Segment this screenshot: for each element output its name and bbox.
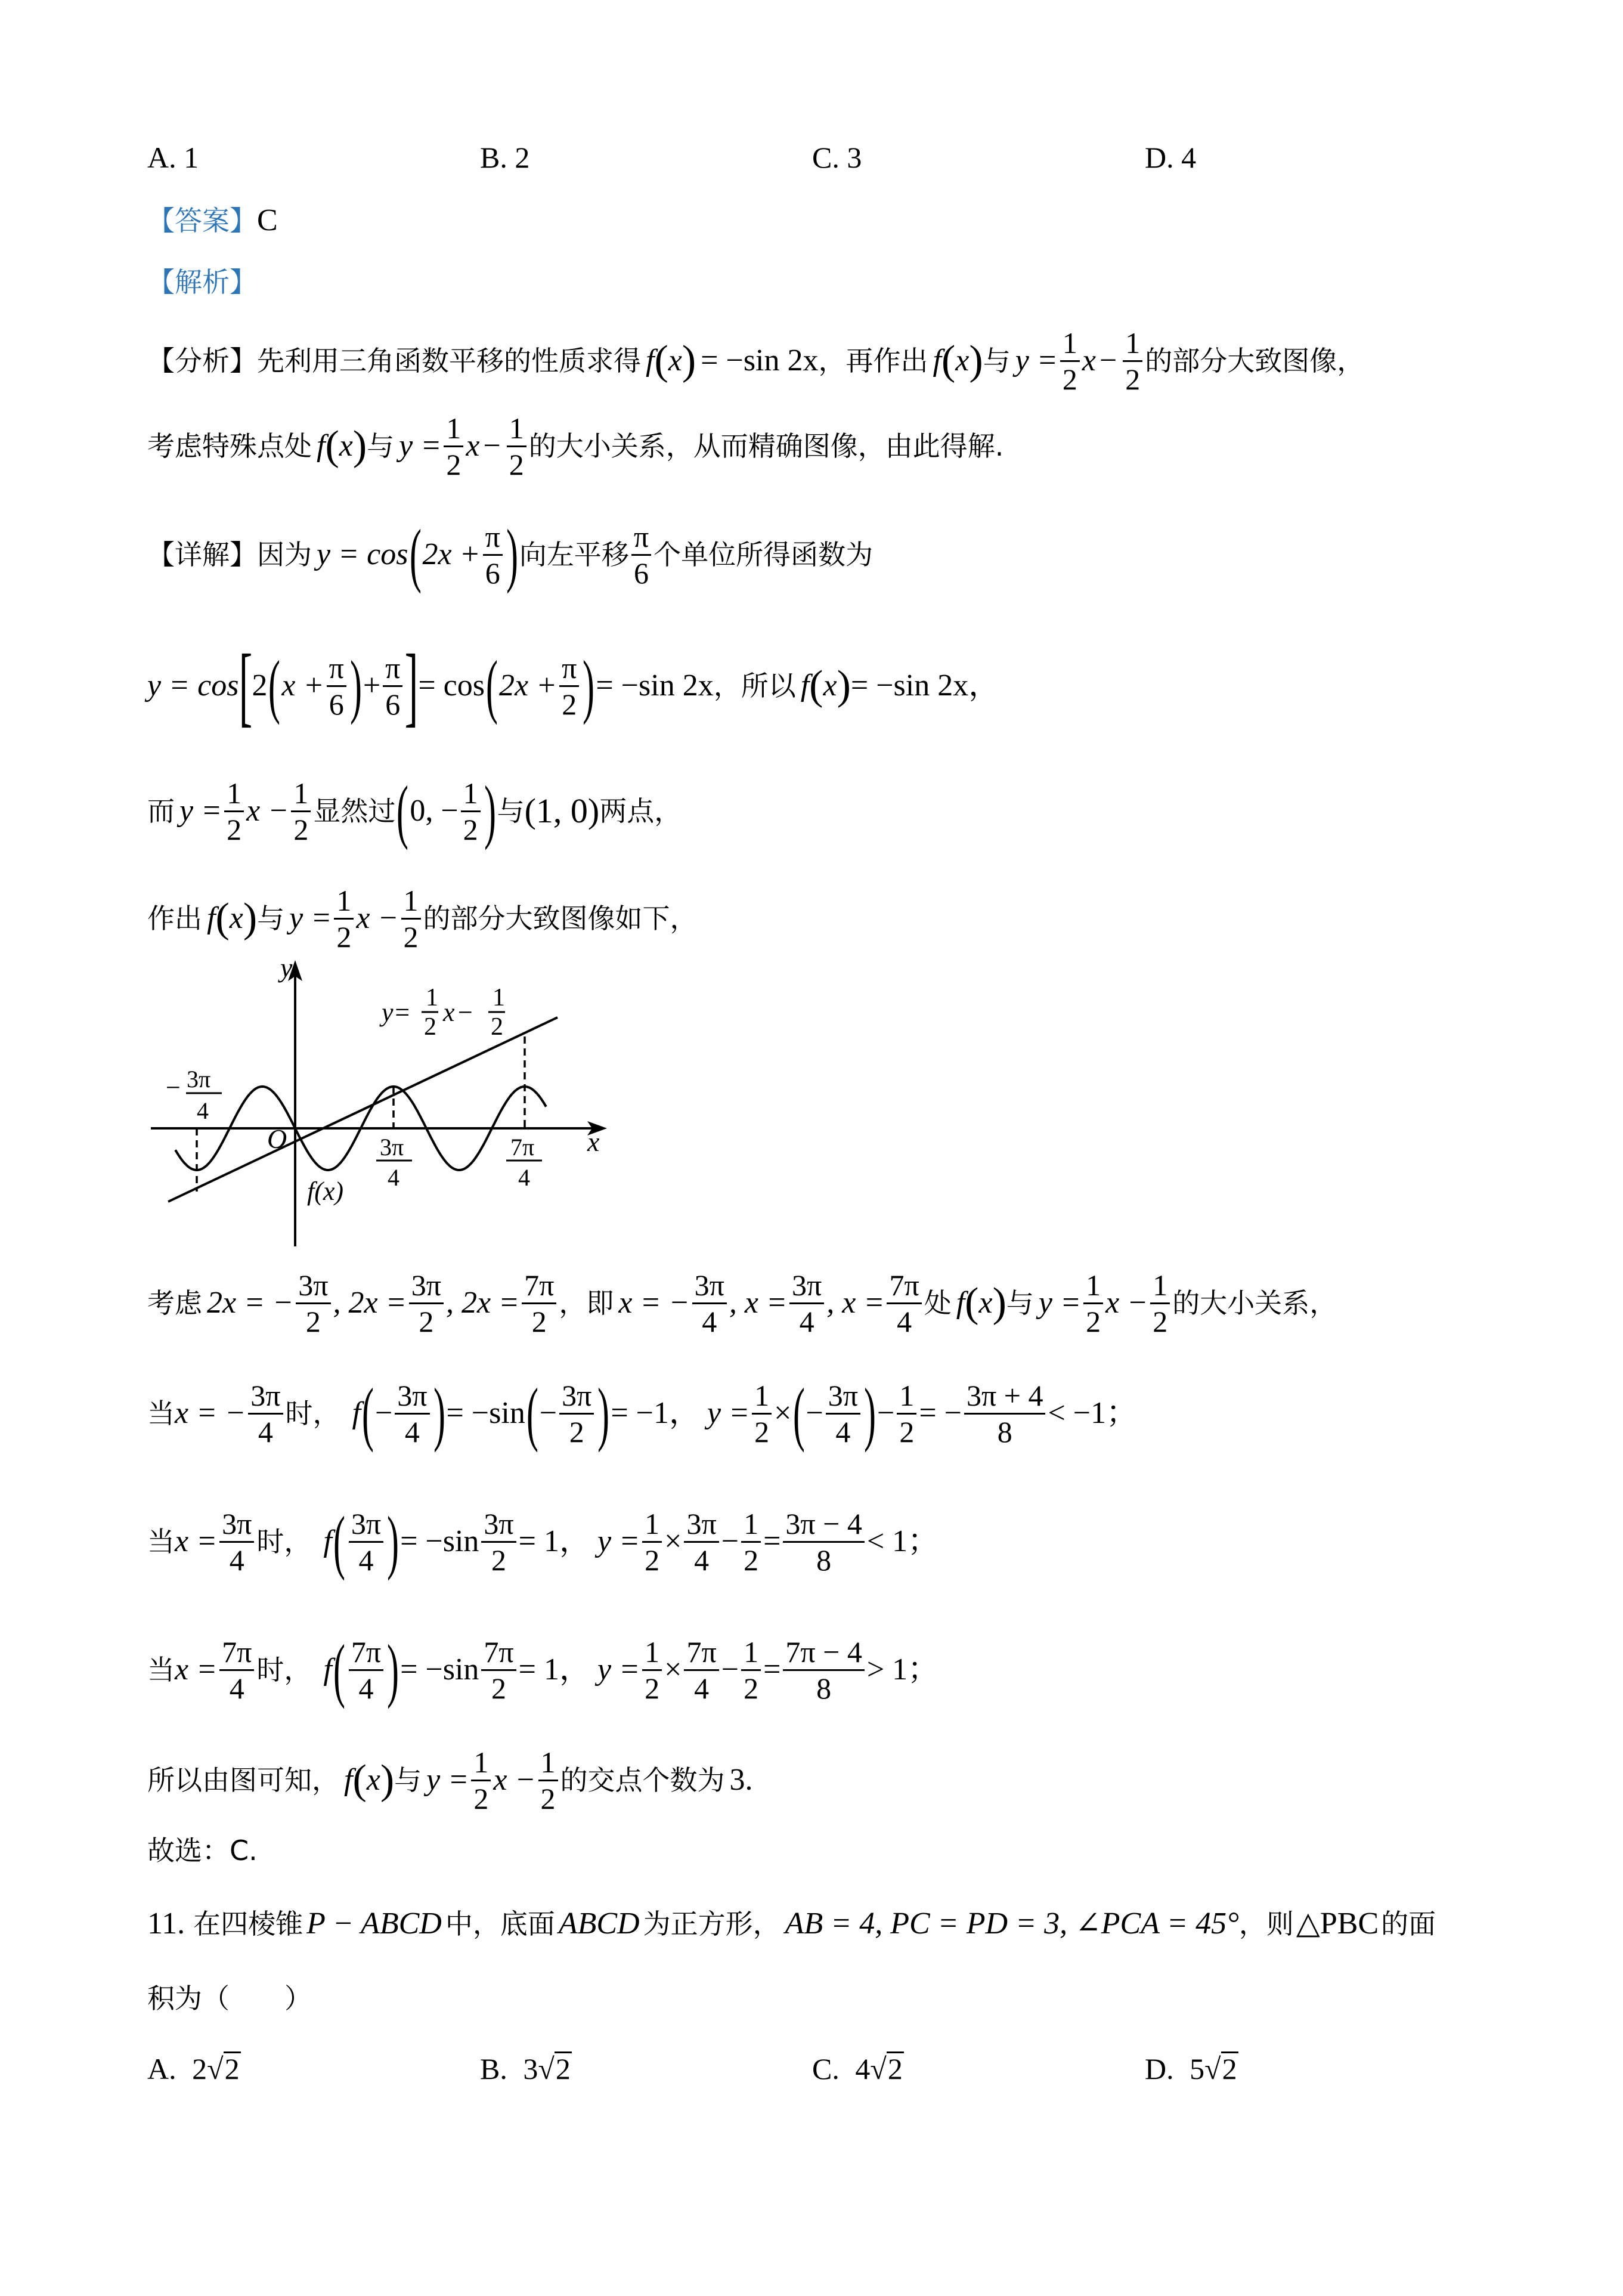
fraction: $\frac{3\pi}{2}$ [559, 1381, 594, 1447]
math-neg-sin2x: = −sin 2x， [850, 669, 1000, 703]
line-label-x: x [443, 998, 455, 1027]
analysis-header [147, 268, 257, 296]
paren-open: ( [792, 1373, 805, 1453]
paren-open: ( [809, 663, 823, 708]
tick-neg-4: 4 [197, 1097, 209, 1124]
math-y-eq: y = [1038, 1286, 1082, 1320]
paren-close: ) [387, 1630, 399, 1709]
fraction: $\frac{3\pi}{2}$ [409, 1270, 444, 1336]
fraction-half: $\frac{1}{2}$ [538, 1747, 558, 1814]
math: , 2x = [333, 1286, 407, 1320]
fraction-half: $\frac{1}{2}$ [507, 413, 526, 479]
math: − [721, 1524, 739, 1558]
fraction: $\frac{1}{2}$ [741, 1509, 761, 1575]
paren-open: ( [485, 646, 498, 725]
math: △PBC [1296, 1907, 1379, 1941]
math: AB = 4, PC = PD = 3, ∠PCA = 45° [785, 1907, 1239, 1941]
analysis-tag: 【解析】 [147, 266, 257, 298]
math: = 1， [518, 1653, 590, 1687]
math-f: f [207, 901, 216, 935]
fraction: $\frac{1}{2}$ [642, 1637, 662, 1703]
text: 而 [147, 795, 175, 827]
option-c: C. 3 [812, 141, 862, 174]
paren-close: ) [864, 1373, 876, 1453]
tick-3pi-4: 4 [388, 1164, 399, 1191]
option-letter: B. [480, 2052, 507, 2085]
fraction: $\frac{3\pi + 4}{8}$ [964, 1381, 1045, 1447]
math: , x = [729, 1286, 788, 1320]
option-radicand: 2 [555, 2052, 571, 2085]
math: = − [919, 1396, 962, 1430]
paren-close: ) [583, 646, 595, 725]
math-y-eq: y = [399, 429, 442, 463]
text: 与 [1006, 1287, 1034, 1319]
paren-open: ( [333, 1630, 345, 1709]
question-text: ，则 [1238, 1908, 1294, 1940]
text: 与 [394, 1764, 422, 1796]
fenxi-text: 与 [983, 345, 1011, 377]
option-letter: D. [1145, 2052, 1174, 2085]
question-text: 在四棱锥 [193, 1908, 303, 1940]
math-x-minus: x − [356, 901, 399, 935]
fraction-half: $\frac{1}{2}$ [1150, 1270, 1170, 1336]
fraction: $\frac{3\pi}{4}$ [395, 1381, 429, 1447]
paren-open: ( [409, 515, 422, 594]
math: = 1， [518, 1524, 590, 1558]
paren-close: ) [837, 663, 851, 708]
paren-close: ) [992, 1280, 1006, 1326]
text: 显然过 [313, 795, 396, 827]
math: P − ABCD [306, 1907, 442, 1941]
fraction: $\frac{3\pi}{4}$ [248, 1381, 283, 1447]
fenxi-text: 的大小关系，从而精确图像，由此得解. [528, 430, 1004, 462]
line-label-minus: − [458, 998, 473, 1027]
fraction: $\frac{7\pi}{4}$ [349, 1637, 383, 1703]
fraction-half: $\frac{1}{2}$ [1123, 328, 1142, 394]
fraction-half: $\frac{1}{2}$ [334, 886, 354, 952]
math-f: f [933, 344, 941, 377]
fraction-pi-2: $\frac{\pi}{2}$ [559, 653, 579, 719]
text: 时， [256, 1654, 312, 1686]
math-y-eq-cos: y = cos [317, 537, 408, 571]
math-plus: + [363, 669, 381, 703]
fraction: $\frac{3\pi}{4}$ [684, 1509, 718, 1575]
math-y-eq: y = [179, 794, 222, 828]
fraction: $\frac{1}{2}$ [897, 1381, 916, 1447]
intersection-count: 3 [729, 1763, 745, 1797]
text: 时， [285, 1397, 340, 1429]
option-coef: 4 [855, 2052, 871, 2085]
line-label-num: 1 [426, 984, 438, 1011]
math: − [721, 1653, 739, 1687]
option-letter: A. [147, 2052, 176, 2085]
fraction: $\frac{3\pi}{4}$ [219, 1509, 254, 1575]
question-11-line-1 [147, 1908, 1436, 1939]
math-f: f [646, 344, 655, 377]
fraction-half: $\frac{1}{2}$ [461, 778, 481, 844]
math: − [806, 1396, 823, 1430]
fenxi-text: 考虑特殊点处 [147, 430, 312, 462]
fraction: $\frac{7\pi}{2}$ [481, 1637, 516, 1703]
math: − [539, 1396, 557, 1430]
option-a: A. 1 [147, 141, 199, 174]
text: 时， [256, 1525, 312, 1558]
option-radicand: 2 [1222, 2052, 1237, 2085]
xiangjie-text: 向左平移 [519, 539, 629, 571]
text: 当 [147, 1525, 175, 1558]
math-neg-sin2x: = −sin 2x [596, 669, 714, 703]
math: x − [1105, 1286, 1148, 1320]
fenxi-text: 先利用三角函数平移的性质求得 [257, 345, 641, 377]
q11-option-b [480, 2051, 572, 2086]
sqrt-icon: √ [207, 2052, 224, 2085]
paren-close: ) [380, 1757, 395, 1803]
choice-text: 故选：C. [147, 1834, 258, 1867]
paren-open: ( [352, 1757, 367, 1803]
math-x-minus: x − [246, 794, 289, 828]
math-point: (1, 0) [524, 791, 600, 830]
option-coef: 5 [1190, 2052, 1205, 2085]
fraction: $\frac{3\pi}{4}$ [826, 1381, 860, 1447]
math: × [774, 1396, 792, 1430]
math-y-eq: y = [426, 1763, 469, 1797]
paren-open: ( [526, 1373, 538, 1453]
fraction-pi-6: $\frac{\pi}{6}$ [383, 653, 402, 719]
math: × [664, 1653, 682, 1687]
text: 当 [147, 1397, 175, 1429]
fraction: $\frac{7\pi}{4}$ [887, 1270, 921, 1336]
question-text: 的面 [1381, 1908, 1436, 1940]
option-radicand: 2 [224, 2052, 240, 2085]
linear-line [168, 1017, 557, 1202]
math: = [763, 1653, 781, 1687]
option-b: B. 2 [480, 141, 530, 174]
fraction-pi-6: $\frac{\pi}{6}$ [631, 522, 651, 588]
text: 的大小关系， [1172, 1287, 1337, 1319]
paren-open: ( [215, 895, 230, 941]
text: 所以由图可知， [147, 1764, 339, 1796]
question-text: 积为（ ） [147, 1982, 312, 2015]
math-f: f [352, 1396, 361, 1430]
option-coef: 3 [523, 2052, 538, 2085]
math-y-eq-cos: y = cos [147, 669, 239, 703]
fraction: $\frac{7\pi}{4}$ [219, 1637, 254, 1703]
text: 作出 [147, 902, 202, 935]
option-coef: 2 [192, 2052, 207, 2085]
math: × [664, 1524, 682, 1558]
fraction-half: $\frac{1}{2}$ [224, 778, 244, 844]
math: = [763, 1524, 781, 1558]
math: , x = [826, 1286, 885, 1320]
choice-line [147, 1834, 258, 1867]
tick-7pi: 7π [510, 1134, 535, 1161]
math: ABCD [558, 1907, 640, 1941]
paren-open: ( [965, 1280, 979, 1326]
math: > 1； [866, 1653, 939, 1687]
question-text: 中，底面 [445, 1908, 555, 1940]
fraction-pi-6: $\frac{\pi}{6}$ [483, 522, 503, 588]
fraction: $\frac{3\pi}{2}$ [481, 1509, 516, 1575]
fraction: $\frac{3\pi}{4}$ [789, 1270, 824, 1336]
paren-close: ) [349, 646, 362, 725]
fraction: $\frac{1}{2}$ [741, 1637, 761, 1703]
math-2x-plus: 2x + [422, 537, 481, 571]
xiangjie-text: 个单位所得函数为 [653, 539, 874, 571]
line-label-den: 2 [491, 1013, 503, 1041]
option-d: D. 4 [1145, 141, 1197, 174]
math-f: f [323, 1653, 332, 1687]
paren-open: ( [325, 423, 339, 469]
math-f: f [317, 429, 326, 463]
line-label-num: 1 [493, 984, 505, 1011]
text: 的交点个数为 [560, 1764, 725, 1796]
fraction-half: $\frac{1}{2}$ [471, 1747, 491, 1814]
math: = −sin [446, 1396, 525, 1430]
fraction: $\frac{7\pi}{4}$ [684, 1637, 718, 1703]
xiangjie-line [147, 515, 874, 594]
answer-value: C [257, 203, 278, 237]
y-axis-label: y [280, 954, 293, 983]
derive-text: ，所以 [713, 670, 796, 702]
math: y = [597, 1524, 640, 1558]
text: 两点， [599, 795, 682, 827]
math-f: f [344, 1763, 353, 1797]
bracket-close: ] [405, 636, 419, 735]
paren-close: ) [433, 1373, 445, 1453]
case-3pi-4 [147, 1500, 939, 1583]
fraction-half: $\frac{1}{2}$ [401, 886, 421, 952]
tick-7pi-4: 4 [518, 1164, 530, 1191]
paren-open: ( [397, 771, 409, 850]
line-label-y: y= [382, 998, 411, 1027]
fraction: $\frac{7\pi - 4}{8}$ [783, 1637, 864, 1703]
option-letter: C. [812, 2052, 840, 2085]
math-2: 2 [252, 669, 268, 703]
math: , 2x = [445, 1286, 520, 1320]
fenxi-tag: 【分析】 [147, 345, 257, 377]
fraction: $\frac{7\pi}{2}$ [522, 1270, 556, 1336]
tick-neg-3pi: 3π [187, 1066, 211, 1093]
math: x − [493, 1763, 536, 1797]
math-x: x [229, 901, 243, 935]
text: 处 [924, 1287, 952, 1319]
bracket-open: [ [239, 636, 252, 735]
fx-label: f(x) [307, 1177, 344, 1206]
math: = −1， [611, 1396, 700, 1430]
case-7pi-4 [147, 1628, 939, 1712]
xiangjie-tag: 【详解】 [147, 539, 257, 571]
derivation-line [147, 636, 1000, 735]
math: 2x = − [207, 1286, 294, 1320]
math: y = [597, 1653, 640, 1687]
math-x: x [955, 344, 970, 377]
math: x = [175, 1524, 218, 1558]
answer-row [147, 205, 278, 236]
math-x: x [466, 429, 480, 463]
text: 与 [497, 795, 525, 827]
math-f: f [956, 1286, 965, 1320]
math-expr: = −sin 2x [701, 344, 819, 377]
x-axis-label: x [587, 1127, 600, 1157]
fenxi-text: 的部分大致图像， [1145, 345, 1365, 377]
paren-open: ( [361, 1373, 374, 1453]
math-f: f [323, 1524, 332, 1558]
paren-close: ) [682, 338, 696, 383]
option-radicand: 2 [887, 2052, 903, 2085]
fraction-pi-6: $\frac{\pi}{6}$ [327, 653, 346, 719]
function-graph [143, 954, 620, 1258]
text: 的部分大致图像如下， [423, 902, 698, 935]
fraction: $\frac{1}{2}$ [752, 1381, 772, 1447]
line-through-points [147, 772, 682, 850]
answer-tag: 【答案】 [147, 205, 257, 237]
fenxi-text: 与 [367, 430, 395, 462]
xiangjie-text: 因为 [257, 539, 312, 571]
origin-label: O [267, 1124, 287, 1154]
math-x: x [823, 669, 837, 703]
sqrt-icon: √ [1204, 2052, 1221, 2085]
text: 考虑 [147, 1287, 202, 1319]
math: x = − [618, 1286, 690, 1320]
text: 与 [257, 902, 285, 935]
sqrt-icon: √ [538, 2052, 555, 2085]
math-x: x [978, 1286, 993, 1320]
case-neg-3pi-4 [147, 1372, 1137, 1455]
paren-open: ( [268, 646, 281, 725]
math: < −1； [1048, 1396, 1138, 1430]
consider-line [147, 1267, 1337, 1339]
paren-close: ) [352, 423, 367, 469]
sqrt-icon: √ [870, 2052, 887, 2085]
paren-close: ) [387, 1502, 399, 1581]
math-f: f [800, 669, 810, 703]
math-y-eq: y = [1015, 344, 1058, 377]
paren-close: ) [484, 771, 496, 850]
math-eq-cos: = cos [418, 669, 485, 703]
question-text: 为正方形， [643, 1908, 780, 1940]
math: y = [707, 1396, 750, 1430]
math: x = [175, 1653, 218, 1687]
paren-open: ( [941, 338, 956, 383]
line-label-den: 2 [424, 1013, 436, 1041]
math: = −sin [400, 1524, 479, 1558]
tick-neg-sign: − [166, 1073, 181, 1102]
math: − [877, 1396, 895, 1430]
fraction: $\frac{3\pi}{2}$ [296, 1270, 330, 1336]
fraction: $\frac{3\pi}{4}$ [692, 1270, 727, 1336]
math-x: x [339, 429, 353, 463]
conclusion-line [147, 1744, 753, 1816]
paren-open: ( [654, 338, 668, 383]
math-zero-neg: 0, − [410, 794, 459, 828]
question-number: 11. [147, 1907, 185, 1941]
math-minus: − [1099, 344, 1117, 377]
fraction: $\frac{3\pi - 4}{8}$ [783, 1509, 864, 1575]
draw-line [147, 883, 698, 954]
q11-option-d [1145, 2051, 1238, 2086]
math-y-eq: y = [289, 901, 332, 935]
math-x-plus: x + [281, 669, 324, 703]
math: − [374, 1396, 393, 1430]
q11-option-a [147, 2051, 241, 2086]
period: . [745, 1763, 753, 1797]
math-minus: − [483, 429, 501, 463]
fenxi-line-2 [147, 410, 1003, 482]
math-2x-plus: 2x + [498, 669, 557, 703]
text: ，即 [559, 1287, 614, 1319]
question-11-line-2 [147, 1982, 312, 2015]
math-x: x [668, 344, 682, 377]
math-x: x [366, 1763, 380, 1797]
math: < 1； [866, 1524, 939, 1558]
math: = −sin [400, 1653, 479, 1687]
paren-close: ) [969, 338, 983, 383]
fenxi-line-1 [147, 325, 1364, 397]
tick-3pi: 3π [380, 1134, 404, 1161]
fraction: $\frac{3\pi}{4}$ [349, 1509, 383, 1575]
fraction-half: $\frac{1}{2}$ [444, 413, 463, 479]
fenxi-text: ，再作出 [818, 345, 928, 377]
fraction: $\frac{1}{2}$ [642, 1509, 662, 1575]
fraction-half: $\frac{1}{2}$ [1083, 1270, 1103, 1336]
paren-close: ) [506, 515, 518, 594]
text: 当 [147, 1654, 175, 1686]
paren-open: ( [333, 1502, 345, 1581]
math-x: x [1082, 344, 1096, 377]
fraction-half: $\frac{1}{2}$ [1060, 328, 1080, 394]
paren-close: ) [597, 1373, 610, 1453]
fraction-half: $\frac{1}{2}$ [291, 778, 311, 844]
q11-option-c [812, 2051, 904, 2086]
paren-close: ) [243, 895, 258, 941]
math: x = − [175, 1396, 246, 1430]
